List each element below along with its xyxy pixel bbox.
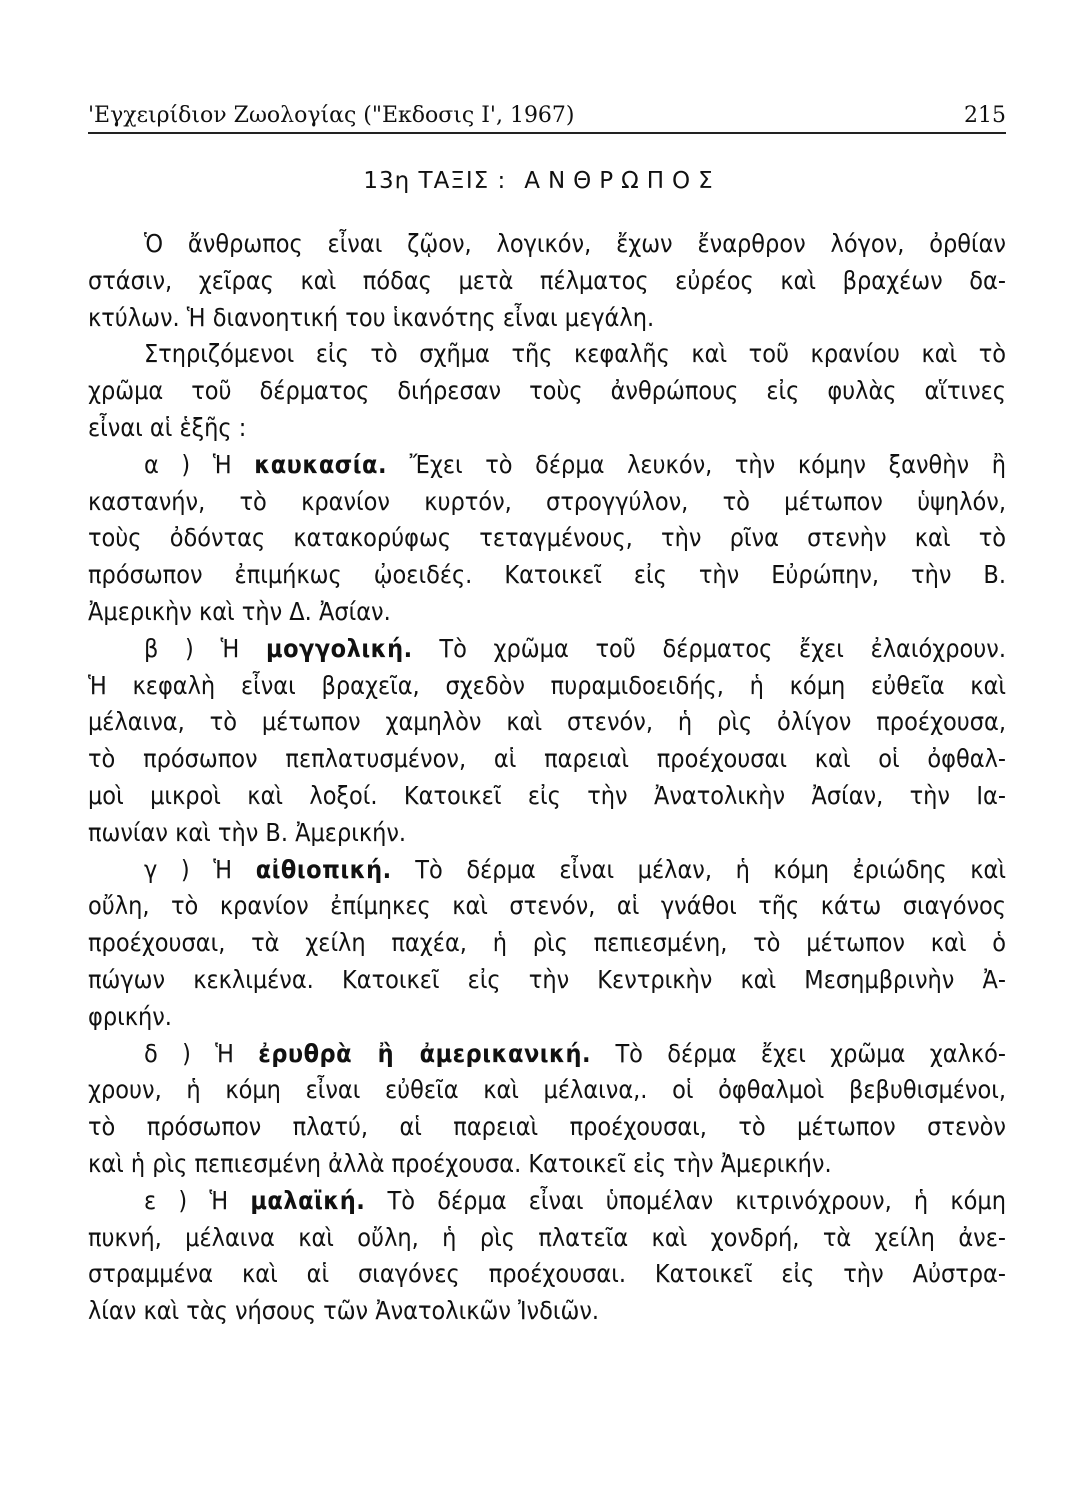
race-a-label: α ) Ἡ [144,449,232,479]
text-line: τὸ πρόσωπον πλατύ, αἱ παρειαὶ προέχουσαι, τὸ μέτωπον στενὸν [88,1112,1006,1142]
text-line: λίαν καὶ τὰς νήσους τῶν Ἀνατολικῶν Ἰνδιῶν. [88,1296,600,1326]
race-e-name: μαλαϊκή. [250,1185,366,1215]
race-b-first-line [88,631,1006,668]
text-line: Τὸ δέρμα εἶναι ὑπομέλαν κιτρινόχρουν, ἡ κόμη [387,1185,1006,1215]
race-a-first-line [88,447,1006,484]
page-number: 215 [964,103,1006,128]
section-order: 13η ΤΑΞΙΣ : [363,168,507,194]
text-line: τὸ πρόσωπον πεπλατυσμένον, αἱ παρειαὶ προέχουσαι καὶ οἱ ὀφθαλ- [88,744,1006,774]
text-line: οὔλη, τὸ κρανίον ἐπίμηκες καὶ στενόν, αἱ γνάθοι τῆς κάτω σιαγόνος [88,891,1006,921]
text-line: τοὺς ὀδόντας κατακορύφως τεταγμένους, τὴν ρῖνα στενὴν καὶ τὸ [88,523,1006,553]
text-line: πυκνή, μέλαινα καὶ οὔλη, ἡ ρὶς πλατεῖα καὶ χονδρή, τὰ χείλη ἀνε- [88,1222,1006,1252]
text-line: μέλαινα, τὸ μέτωπον χαμηλὸν καὶ στενόν, ἡ ρὶς ὀλίγον προέχουσα, [88,707,1006,737]
race-e-label: ε ) Ἡ [144,1185,229,1215]
text-line: Ἀμερικὴν καὶ τὴν Δ. Ἀσίαν. [88,596,391,626]
text-line: φρικήν. [88,1001,172,1031]
race-d-first-line [88,1036,1006,1073]
section-name: ΑΝΘΡΩΠΟΣ [524,168,721,194]
text-line: Τὸ δέρμα ἔχει χρῶμα χαλκό- [615,1038,1006,1068]
text-line: προέχουσαι, τὰ χείλη παχέα, ἡ ρὶς πεπιεσμένη, τὸ μέτωπον καὶ ὁ [88,928,1006,958]
text-line: Τὸ δέρμα εἶναι μέλαν, ἡ κόμη ἐριώδης καὶ [415,854,1006,884]
text-line: Τὸ χρῶμα τοῦ δέρματος ἔχει ἐλαιόχρουν. [439,633,1006,663]
race-c-label: γ ) Ἡ [144,854,233,884]
race-a-name: καυκασία. [254,449,388,479]
page-body [88,226,1006,1330]
text-line: καστανήν, τὸ κρανίον κυρτόν, στρογγύλον, τὸ μέτωπον ὑψηλόν, [88,486,1006,516]
race-d-label: δ ) Ἡ [144,1038,234,1068]
section-title [0,168,1084,194]
text-line: κτύλων. Ἡ διανοητική του ἱκανότης εἶναι μεγάλη. [88,302,655,332]
running-header [88,94,1006,134]
text-line: Ἡ κεφαλὴ εἶναι βραχεῖα, σχεδὸν πυραμιδοειδής, ἡ κόμη εὐθεῖα καὶ [88,670,1006,700]
race-d-name: ἐρυθρὰ ἢ ἀμερικανική. [258,1038,592,1068]
text-line: στραμμένα καὶ αἱ σιαγόνες προέχουσαι. Κατοικεῖ εἰς τὴν Αὐστρα- [88,1259,1006,1289]
race-c-name: αἰθιοπική. [255,854,392,884]
text-line: Στηριζόμενοι εἰς τὸ σχῆμα τῆς κεφαλῆς καὶ τοῦ κρανίου καὶ τὸ [144,339,1006,369]
text-line: καὶ ἡ ρὶς πεπιεσμένη ἀλλὰ προέχουσα. Κατοικεῖ εἰς τὴν Ἀμερικήν. [88,1148,832,1178]
race-e-first-line [88,1183,1006,1220]
text-line: χρῶμα τοῦ δέρματος διήρεσαν τοὺς ἀνθρώπους εἰς φυλὰς αἵτινες [88,376,1006,406]
text-line: πωνίαν καὶ τὴν Β. Ἀμερικήν. [88,817,407,847]
race-c-first-line [88,852,1006,889]
text-line: πρόσωπον ἐπιμήκως ᾠοειδές. Κατοικεῖ εἰς τὴν Εὐρώπην, τὴν Β. [88,560,1006,590]
text-line: χρουν, ἡ κόμη εἶναι εὐθεῖα καὶ μέλαινα,. οἱ ὀφθαλμοὶ βεβυθισμένοι, [88,1075,1006,1105]
header-title: 'Εγχειρίδιον Ζωολογίας ("Εκδοσις Ι', 1967) [88,103,575,128]
race-b-name: μογγολική. [266,633,413,663]
text-line: Ἔχει τὸ δέρμα λευκόν, τὴν κόμην ξανθὴν ἢ [409,449,1006,479]
text-line: πώγων κεκλιμένα. Κατοικεῖ εἰς τὴν Κεντρικὴν καὶ Μεσημβρινὴν Ἀ- [88,964,1006,994]
text-line: Ὁ ἄνθρωπος εἶναι ζῷον, λογικόν, ἔχων ἔναρθρον λόγον, ὀρθίαν [144,229,1006,258]
text-line: εἶναι αἱ ἑξῆς : [88,412,247,442]
race-b-label: β ) Ἡ [144,633,240,663]
text-line: στάσιν, χεῖρας καὶ πόδας μετὰ πέλματος εὐρέος καὶ βραχέων δα- [88,265,1006,295]
text-line: μοὶ μικροὶ καὶ λοξοί. Κατοικεῖ εἰς τὴν Ἀνατολικὴν Ἀσίαν, τὴν Ια- [88,780,1006,810]
